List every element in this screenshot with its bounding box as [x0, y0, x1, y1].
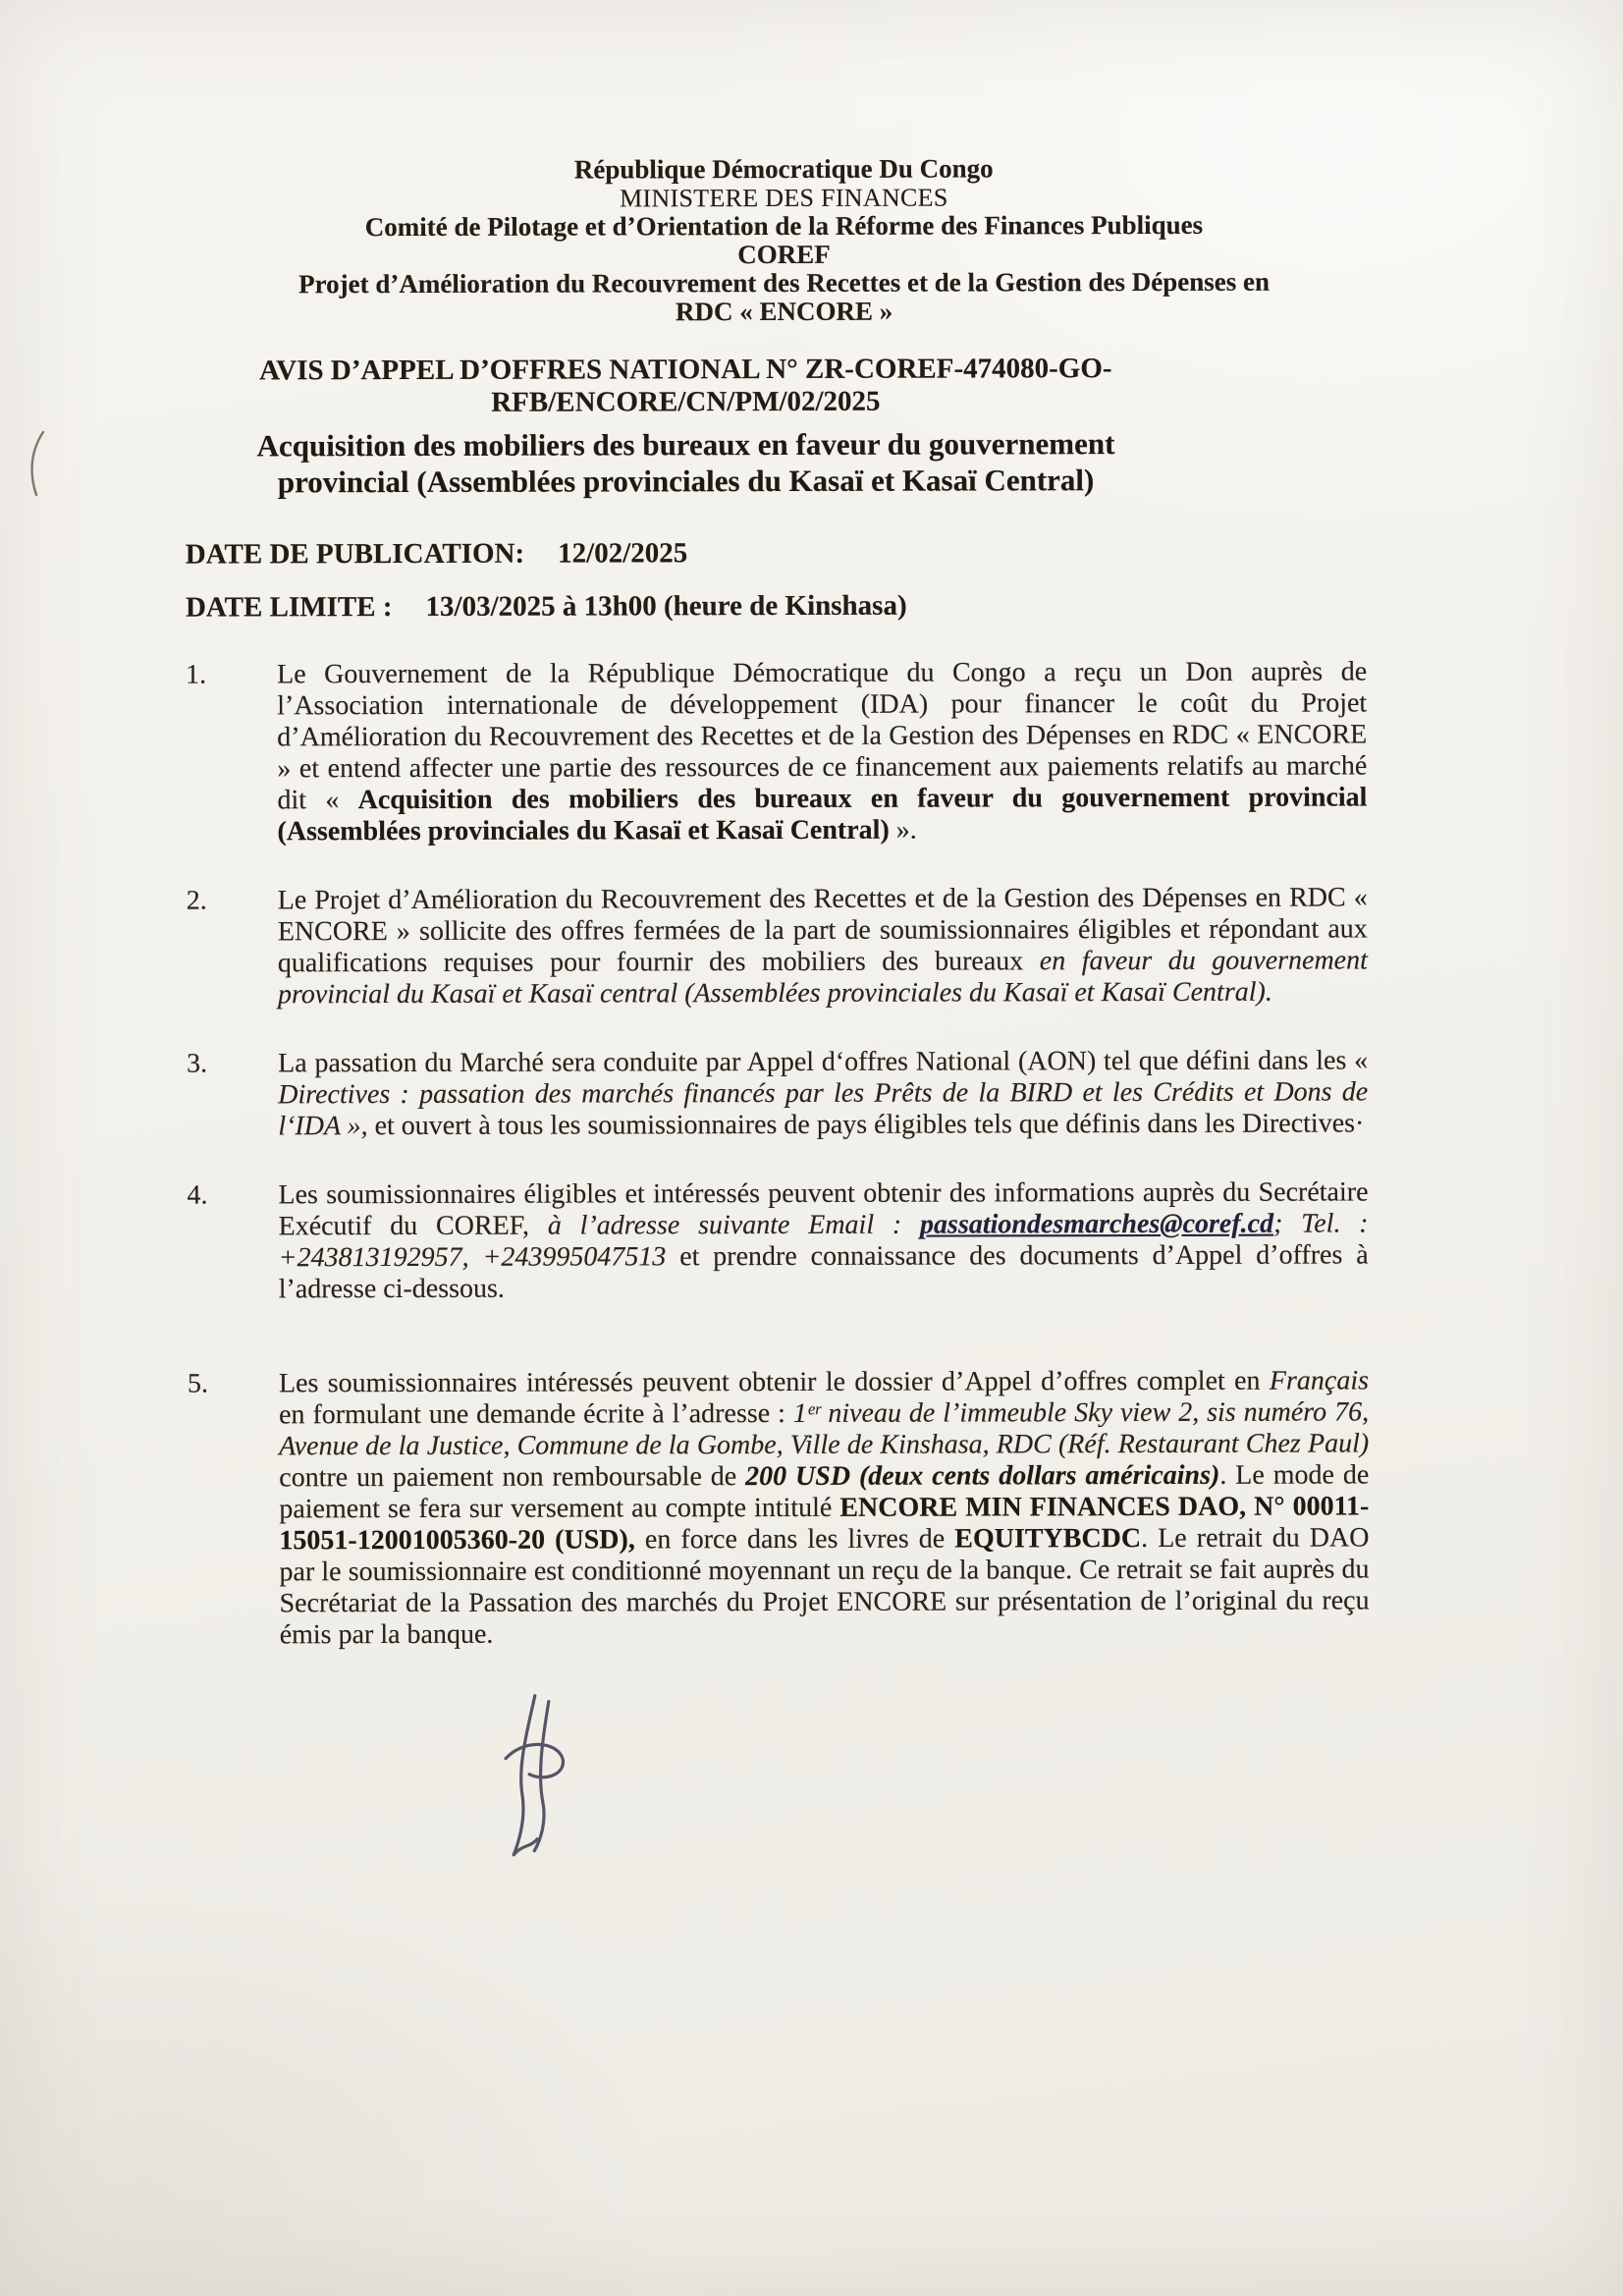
- email-link: passationdesmarches@coref.cd: [919, 1208, 1274, 1240]
- list-item: [187, 1045, 1368, 1142]
- text-segment: Acquisition des mobiliers des bureaux en faveur du gouvernement provincial (Assemblées provinciales du Kasaï et Kasaï Central): [277, 782, 1368, 847]
- notice-subject-line: provincial (Assemblées provinciales du Kasaï et Kasaï Central): [277, 463, 1095, 500]
- text-segment: et ouvert à tous les soumissionnaires de pays éligibles tels que définis dans les Directives·: [367, 1108, 1365, 1142]
- text-segment: en formulant une demande écrite à l’adresse :: [279, 1397, 793, 1431]
- text-segment: contre un paiement non remboursable de: [279, 1461, 746, 1494]
- text-segment: à l’adresse suivante Email :: [547, 1209, 921, 1241]
- text-segment: en faveur du gouvernement provincial du Kasaï et Kasaï central (Assemblées provinciales du Kasaï et Kasaï Central).: [277, 945, 1368, 1011]
- text-segment: . Le mode de paiement se fera sur versement au compte intitulé: [279, 1459, 1370, 1525]
- publication-date-label: DATE DE PUBLICATION:: [185, 537, 525, 571]
- text-segment: ENCORE MIN FINANCES DAO, N° 00011-15051-12001005360-20 (USD),: [279, 1491, 1370, 1557]
- list-item: [187, 882, 1368, 1011]
- text-segment: Le Gouvernement de la République Démocratique du Congo a reçu un Don auprès de l’Association internationale de développement (IDA) pour financer le coût du Projet d’Amélioration du Recouvrement des Recettes et de la Gestion des Dépenses en RDC « ENCORE » et entend affecter une partie des ressources de ce financement aux paiements relatifs au marché dit «: [277, 656, 1368, 816]
- text-segment: EQUITYBCDC: [954, 1523, 1142, 1555]
- deadline-date-label: DATE LIMITE :: [185, 591, 393, 624]
- text-segment: et prendre connaissance des documents d’Appel d’offres à l’adresse ci-dessous.: [278, 1239, 1369, 1305]
- text-segment: . Le retrait du DAO par le soumissionnaire est conditionné moyennant un reçu de la banque. Ce retrait se fait auprès du Secrétariat de la Passation des marchés du Projet ENCORE sur présentation de l’original du reçu émis par la banque.: [279, 1522, 1370, 1651]
- header-line: Projet d’Amélioration du Recouvrement des Recettes et de la Gestion des Dépenses en: [298, 266, 1271, 300]
- numbered-list: [186, 656, 1370, 1651]
- notice-title-line: RFB/ENCORE/CN/PM/02/2025: [491, 385, 881, 418]
- text-segment: 1ᵉʳ niveau de l’immeuble Sky view 2, sis numéro 76, Avenue de la Justice, Commune de la Gombe, Ville de Kinshasa, RDC (Réf. Restaurant Chez Paul): [279, 1396, 1370, 1462]
- text-segment: 200 USD (deux cents dollars américains): [745, 1459, 1220, 1493]
- document-content: [185, 153, 1371, 1865]
- text-segment: Directives : passation des marchés financés par les Prêts de la BIRD et les Crédits et Dons de l‘IDA »,: [278, 1076, 1369, 1142]
- deadline-date-value: 13/03/2025 à 13h00 (heure de Kinshasa): [425, 589, 907, 623]
- text-segment: ; Tel. : +243813192957, +243995047513: [278, 1208, 1369, 1274]
- header-line: Comité de Pilotage et d’Orientation de la Réforme des Finances Publiques: [364, 209, 1204, 243]
- item-number: 3.: [187, 1048, 208, 1079]
- item-number: 2.: [186, 885, 207, 916]
- item-paragraph: [278, 1045, 1368, 1142]
- item-paragraph: [278, 882, 1368, 1011]
- list-item: [188, 1365, 1370, 1651]
- text-segment: Français: [1269, 1365, 1370, 1396]
- item-paragraph: [277, 656, 1367, 847]
- publication-date-value: 12/02/2025: [558, 537, 688, 570]
- text-segment: ».: [889, 814, 917, 846]
- document-header: [202, 153, 1366, 327]
- header-line: MINISTERE DES FINANCES: [620, 183, 948, 213]
- text-segment: Les soumissionnaires éligibles et intéressés peuvent obtenir des informations auprès du Secrétaire Exécutif du COREF,: [278, 1176, 1369, 1242]
- item-number: 4.: [187, 1179, 208, 1211]
- notice-subject: [185, 425, 1186, 501]
- notice-title-line: AVIS D’APPEL D’OFFRES NATIONAL N° ZR-COREF-474080-GO-: [259, 353, 1112, 387]
- list-item: [186, 656, 1367, 847]
- header-line: RDC « ENCORE »: [675, 296, 893, 327]
- text-segment: La passation du Marché sera conduite par Appel d‘offres National (AON) tel que défini dans les «: [278, 1045, 1369, 1079]
- notice-subject-line: Acquisition des mobiliers des bureaux en faveur du gouvernement: [256, 426, 1115, 464]
- item-paragraph: [279, 1365, 1370, 1651]
- header-line: COREF: [737, 239, 831, 270]
- notice-title: [185, 353, 1186, 420]
- text-segment: Le Projet d’Amélioration du Recouvrement des Recettes et de la Gestion des Dépenses en RDC « ENCORE » sollicite des offres fermées de la part de soumissionnaires éligibles et répondant aux qualifications requises pour fournir des mobiliers des bureaux: [277, 882, 1368, 979]
- signature-area: [478, 1685, 1370, 1864]
- deadline-date-row: [186, 587, 1367, 624]
- text-segment: en force dans les livres de: [634, 1523, 955, 1556]
- item-number: 1.: [186, 659, 207, 690]
- item-paragraph: [278, 1176, 1368, 1305]
- pen-mark-icon: [20, 428, 53, 499]
- list-item: [187, 1176, 1368, 1305]
- header-line: République Démocratique Du Congo: [573, 153, 994, 185]
- publication-date-row: [186, 534, 1367, 571]
- signature-mark: [478, 1687, 596, 1862]
- text-segment: Les soumissionnaires intéressés peuvent obtenir le dossier d’Appel d’offres complet en: [278, 1365, 1270, 1399]
- item-number: 5.: [187, 1368, 209, 1399]
